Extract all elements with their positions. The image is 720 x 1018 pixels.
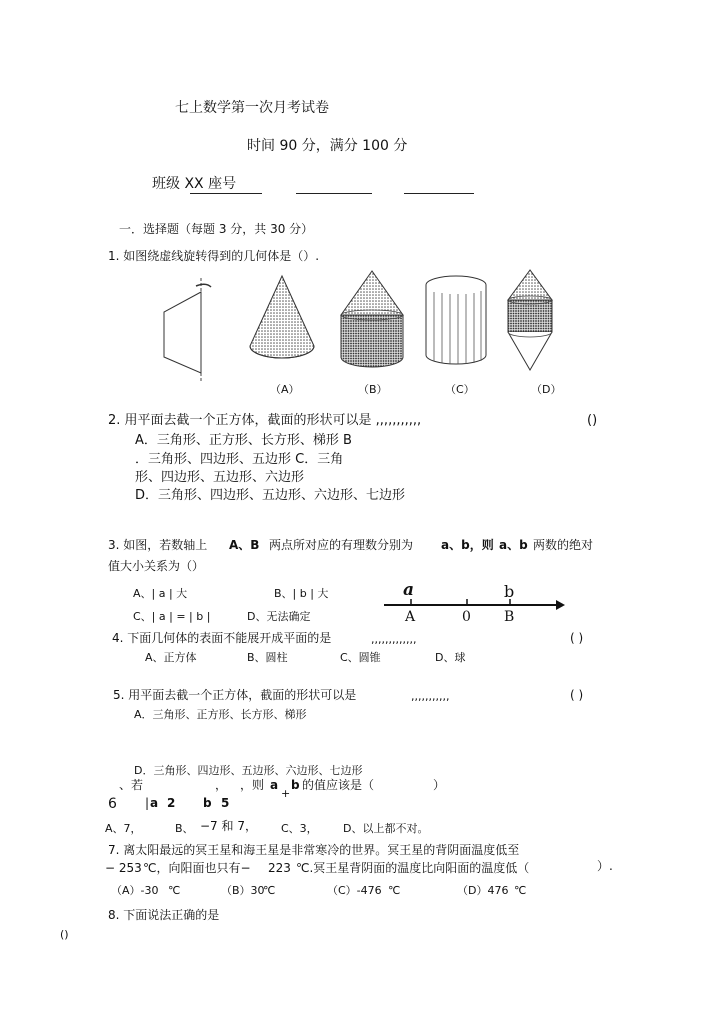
q7-line2-d: ℃.冥王星背阴面的温度比向阳面的温度低（ [296, 861, 530, 875]
q7-option-c: （C）-476 [327, 884, 382, 897]
q6-frag3: ，则 [240, 778, 265, 792]
q7-option-d-unit: ℃ [514, 884, 527, 897]
q4-option-d: D、球 [435, 651, 466, 664]
q4-option-c: C、圆锥 [340, 651, 381, 664]
q7-line1: 7. 离太阳最远的冥王星和海王星是非常寒冷的世界。冥王星的背阴面温度低至 [108, 843, 520, 857]
q6-number: 6 [108, 796, 117, 812]
fig-label-d: （D） [531, 383, 562, 396]
q3-stem-f: 两数的绝对 [533, 538, 594, 552]
q7-option-b: （B）30 [221, 884, 265, 897]
q6-frag5: b [291, 778, 300, 792]
q3-stem-line2: 值大小关系为（） [108, 559, 205, 573]
q6-option-d: D、以上都不对。 [343, 822, 429, 835]
q2-stem: 2. 用平面去截一个正方体，截面的形状可以是 ,,,,,,,,,,, [108, 413, 422, 428]
q3-option-c: C、| a | = | b | [133, 610, 211, 623]
q6-option-b-value: −7 和 7， [200, 819, 257, 833]
exam-title: 七上数学第一次月考试卷 [175, 100, 329, 116]
q6-frag7: ） [433, 778, 446, 792]
q2-paren: () [587, 413, 598, 428]
axis-label-A: A [405, 609, 416, 625]
q6-option-a: A、7， [105, 822, 142, 835]
q3-stem-b: A、B [229, 538, 260, 552]
q3-stem-c: 两点所对应的有理数分别为 [269, 538, 414, 552]
q1-stem: 1. 如图绕虚线旋转得到的几何体是（）. [108, 249, 320, 263]
q5-dots: ,,,,,,,,,,, [411, 690, 450, 703]
q3-option-a: A、| a | 大 [133, 587, 188, 600]
axis-letter-a: a [403, 580, 415, 600]
q6-frag4: a [270, 778, 279, 792]
q6-abs-b: b [203, 796, 212, 810]
q7-option-a: （A）-30 [111, 884, 159, 897]
q2-option-line1: A．三角形、正方形、长方形、梯形 B [135, 433, 352, 448]
q3-stem-d: a、b，则 [441, 538, 494, 552]
q3-stem-a: 3. 如图，若数轴上 [108, 538, 208, 552]
q6-val-2: 2 [167, 796, 176, 810]
q6-val-5: 5 [221, 796, 230, 810]
q6-frag6: 的值应该是（ [302, 778, 375, 792]
q7-line2-a: − 253 [105, 861, 142, 875]
fig-label-b: （B） [358, 383, 388, 396]
q3-option-b: B、| b | 大 [274, 587, 329, 600]
q2-option-line4: D．三角形、四边形、五边形、六边形、七边形 [135, 488, 406, 503]
q4-option-b: B、圆柱 [247, 651, 288, 664]
q6-plus: + [281, 787, 291, 800]
fig-label-c: （C） [445, 383, 475, 396]
q6-abs-a: a [150, 796, 159, 810]
q8-stem: 8. 下面说法正确的是 [108, 908, 220, 922]
q3-option-d: D、无法确定 [247, 610, 311, 623]
q4-dots: ,,,,,,,,,,,,, [371, 633, 417, 646]
q7-line2-e: ）. [597, 859, 613, 873]
q5-stem: 5. 用平面去截一个正方体，截面的形状可以是 [113, 688, 357, 702]
q6-frag1: 、若 [119, 778, 144, 792]
q6-option-c: C、3， [281, 822, 318, 835]
class-info: 班级 XX 座号 [152, 176, 237, 192]
axis-label-0: 0 [462, 609, 471, 625]
q7-option-a-unit: ℃ [168, 884, 181, 897]
q2-option-line2: ．三角形、四边形、五边形 C．三角 [135, 452, 344, 467]
q7-option-c-unit: ℃ [388, 884, 401, 897]
exam-subtitle: 时间 90 分，满分 100 分 [247, 138, 408, 154]
q5-paren: ( ) [570, 688, 584, 702]
q7-line2-c: 223 [268, 861, 291, 875]
fig-label-a: （A） [270, 383, 300, 396]
axis-label-B: B [504, 609, 515, 625]
q4-option-a: A、正方体 [145, 651, 197, 664]
q7-option-b-unit: ℃ [263, 884, 276, 897]
q6-frag2: ， [215, 778, 228, 792]
q7-option-d: （D）476 [457, 884, 509, 897]
q2-option-line3: 形、四边形、五边形、六边形 [135, 470, 305, 485]
q8-paren: () [60, 928, 69, 941]
q6-abs-left-bar: | [145, 796, 150, 810]
q4-stem: 4. 下面几何体的表面不能展开成平面的是 [112, 631, 332, 645]
section-heading: 一．选择题（每题 3 分，共 30 分） [119, 222, 314, 236]
axis-letter-b: b [504, 582, 515, 601]
q6-option-b: B、 [175, 822, 194, 835]
q7-line2-b: ℃，向阳面也只有− [143, 861, 251, 875]
q3-stem-e: a、b [499, 538, 528, 552]
q5-option-line1: A．三角形、正方形、长方形、梯形 [134, 708, 307, 721]
q5-option-line2: D．三角形、四边形、五边形、六边形、七边形 [134, 764, 363, 777]
q4-paren: ( ) [570, 631, 584, 645]
